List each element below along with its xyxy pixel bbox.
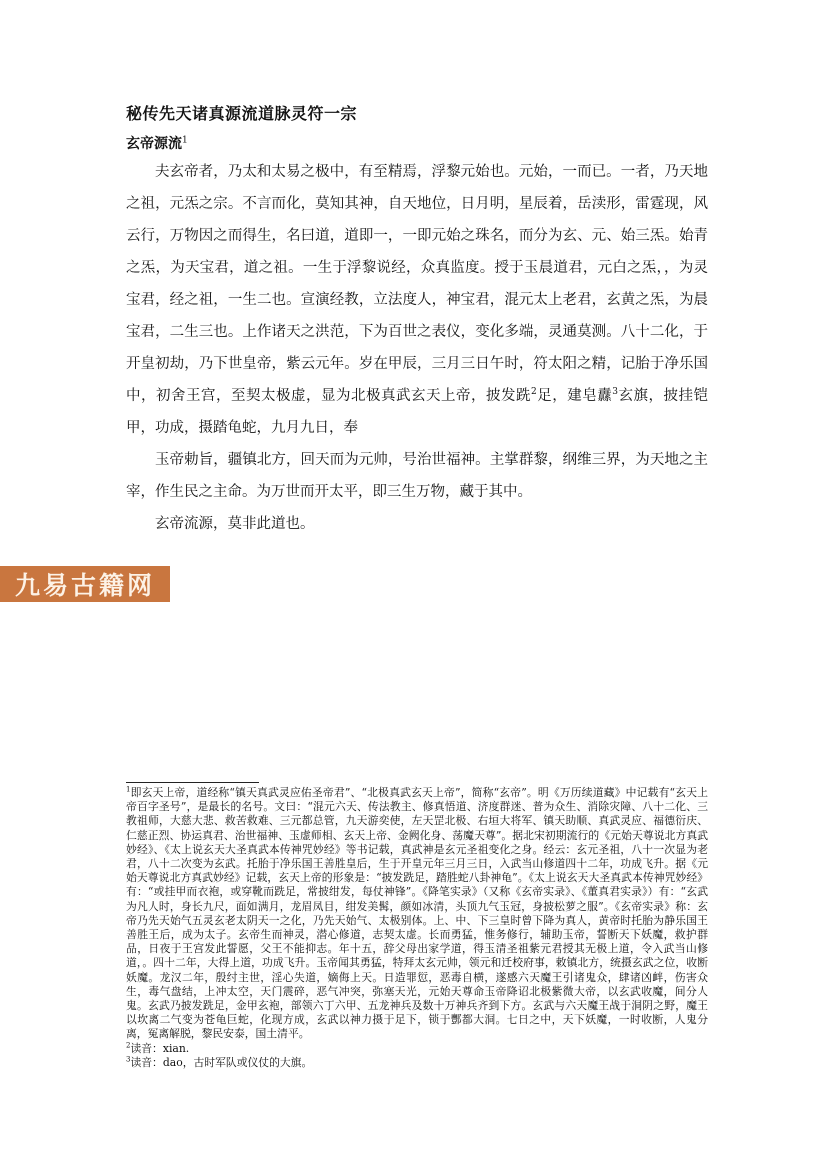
- footnotes: [126, 786, 708, 1070]
- footnote-ref-2[interactable]: 2: [531, 387, 537, 398]
- footnote-ref-3[interactable]: 3: [612, 387, 619, 398]
- section-heading: [126, 133, 188, 153]
- paragraph-3: 玄帝流源，莫非此道也。: [155, 516, 315, 532]
- paragraph-1-part-b: 足，建皂纛: [536, 388, 613, 404]
- footnote-ref-1[interactable]: 1: [182, 135, 188, 146]
- paragraph-1-part-a: 夫玄帝者，乃太和太易之极中，有至精焉，浮黎元始也。元始，一而已。一者，乃天地之祖，元炁之宗。不言而化，莫知其神，自天地位，日月明，星辰着，岳渎形，雷霆现，风云行，万物因之而得生，名曰道，道即一，一即元始之珠名，而分为玄、元、始三炁。始青之炁，为天宝君，道之祖。一生于浮黎说经，众真监度。授于玉晨道君，元白之炁，，为灵宝君，经之祖，一生二也。宣演经教，立法度人，神宝君，混元太上老君，玄黄之炁，为晨宝君，二生三也。上作诸天之洪范，下为百世之表仪，变化多端，灵通莫测。八十二化，于开皇初劫，乃下世皇帝，紫云元年。岁在甲辰，三月三日午时，符太阳之精，记胎于净乐国中，初舍王宫，至契太极虚，显为北极真武玄天上帝，披发跣: [126, 164, 708, 404]
- footnote-mark-2: 2: [126, 1041, 131, 1050]
- body-text: [126, 156, 708, 540]
- footnote-text-2: 读音：xian.: [130, 1041, 190, 1055]
- watermark-text: 九易古籍网: [14, 571, 155, 600]
- footnote-text-1: 即玄天上帝，道经称“镇天真武灵应佑圣帝君”、“北极真武玄天上帝”，简称“玄帝”。明《万历续道藏》中记载有“玄天上帝百字圣号”，是最长的名号。文曰：“混元六天、传法教主、修真悟道、济度群迷、普为众生、消除灾障、八十二化、三教祖师，大慈大悲、救苦救难、三元都总管，九天游奕使，左天罡北极、右垣大将军、镇天助顺、真武灵应、福德衍庆、仁慈正烈、协运真君、治世福神、玉虚师相、玄天上帝、金阙化身、荡魔天尊”。据北宋初期流行的《元始天尊说北方真武妙经》、《太上说玄天大圣真武本传神咒妙经》等书记载，真武神是玄元圣祖变化之身。经云：玄元圣祖，八十一次显为老君，八十二次变为玄武。托胎于净乐国王善胜皇后，生于开皇元年三月三日，入武当山修道四十二年，功成飞升。据《元始天尊说北方真武妙经》记载，玄天上帝的形象是：“披发跣足，踏胜蛇八卦神龟”。《太上说玄天大圣真武本传神咒妙经》有：“或挂甲而衣袍，或穿靴而跣足，常披绀发，每仗神锋”。《降笔实录》（又称《玄帝实录》、《董真君实录》）有：“玄武为凡人时，身长九尺，面如满月，龙眉凤目，绀发美髯，颜如冰清，头顶九气玉冠，身披松萝之服”。《玄帝实录》称：玄帝乃先天始气五灵玄老太阴天一之化，乃先天始气、太极别体。上、中、下三皇时曾下降为真人，黄帝时托胎为静乐国王善胜王后，成为太子。玄帝生而神灵，潜心修道，志契太虚。长而勇猛，惟务修行，辅助玉帝，誓断天下妖魔，救护群品，日夜于王宫发此誓愿，父王不能抑志。年十五，辞父母出家学道，得玉清圣祖紫元君授其无极上道，令入武当山修道，。四十二年，大得上道，功成飞升。玉帝闻其勇猛，特拜太玄元帅，领元和迁校府事，敕镇北方，统摄玄武之位，收断妖魔。龙汉二年，殷纣主世，淫心失道，嫡侮上天。日造罪愆，恶毒自横，遂感六天魔王引诸鬼众，肆诸凶衅，伤害众生，毒气盘结，上冲太空，天门震碎，恶气冲突，弥塞天光，元始天尊命玉帝降诏北极紫微大帝，以玄武收魔，间分人鬼。玄武乃披发跣足，金甲玄袍，部领六丁六甲、五龙神兵及数十万神兵齐到下方。玄武与六天魔王战于洞阴之野，魔王以坎离二气变为苍龟巨蛇，化现方成，玄武以神力摄于足下，锁于酆都大洞。七日之中，天下妖魔，一时收断，人鬼分离，冤离解脱，黎民安泰，国土清平。: [126, 786, 708, 1041]
- paragraph-1-part-c: 玄旗，披挂铠甲，功成，摄踏龟蛇，九月九日，奉: [126, 388, 709, 436]
- watermark-banner: [0, 566, 170, 602]
- footnote-text-3: 读音：dao，古时军队或仪仗的大旗。: [130, 1055, 313, 1069]
- footnote-divider: [126, 782, 259, 783]
- section-heading-text: 玄帝源流: [126, 136, 182, 152]
- footnote-2: [126, 1042, 708, 1056]
- footnote-mark-3: 3: [126, 1055, 131, 1064]
- footnote-1: [126, 786, 708, 1042]
- paragraph-2: 玉帝勅旨，疆镇北方，回天而为元帅，号治世福神。主掌群黎，纲维三界，为天地之主宰，作生民之主命。为万世而开太平，即三生万物，藏于其中。: [126, 452, 708, 500]
- page-title: 秘传先天诸真源流道脉灵符一宗: [126, 104, 358, 123]
- paragraph-1: [126, 156, 708, 444]
- footnote-mark-1: 1: [126, 785, 131, 794]
- footnote-3: [126, 1056, 708, 1070]
